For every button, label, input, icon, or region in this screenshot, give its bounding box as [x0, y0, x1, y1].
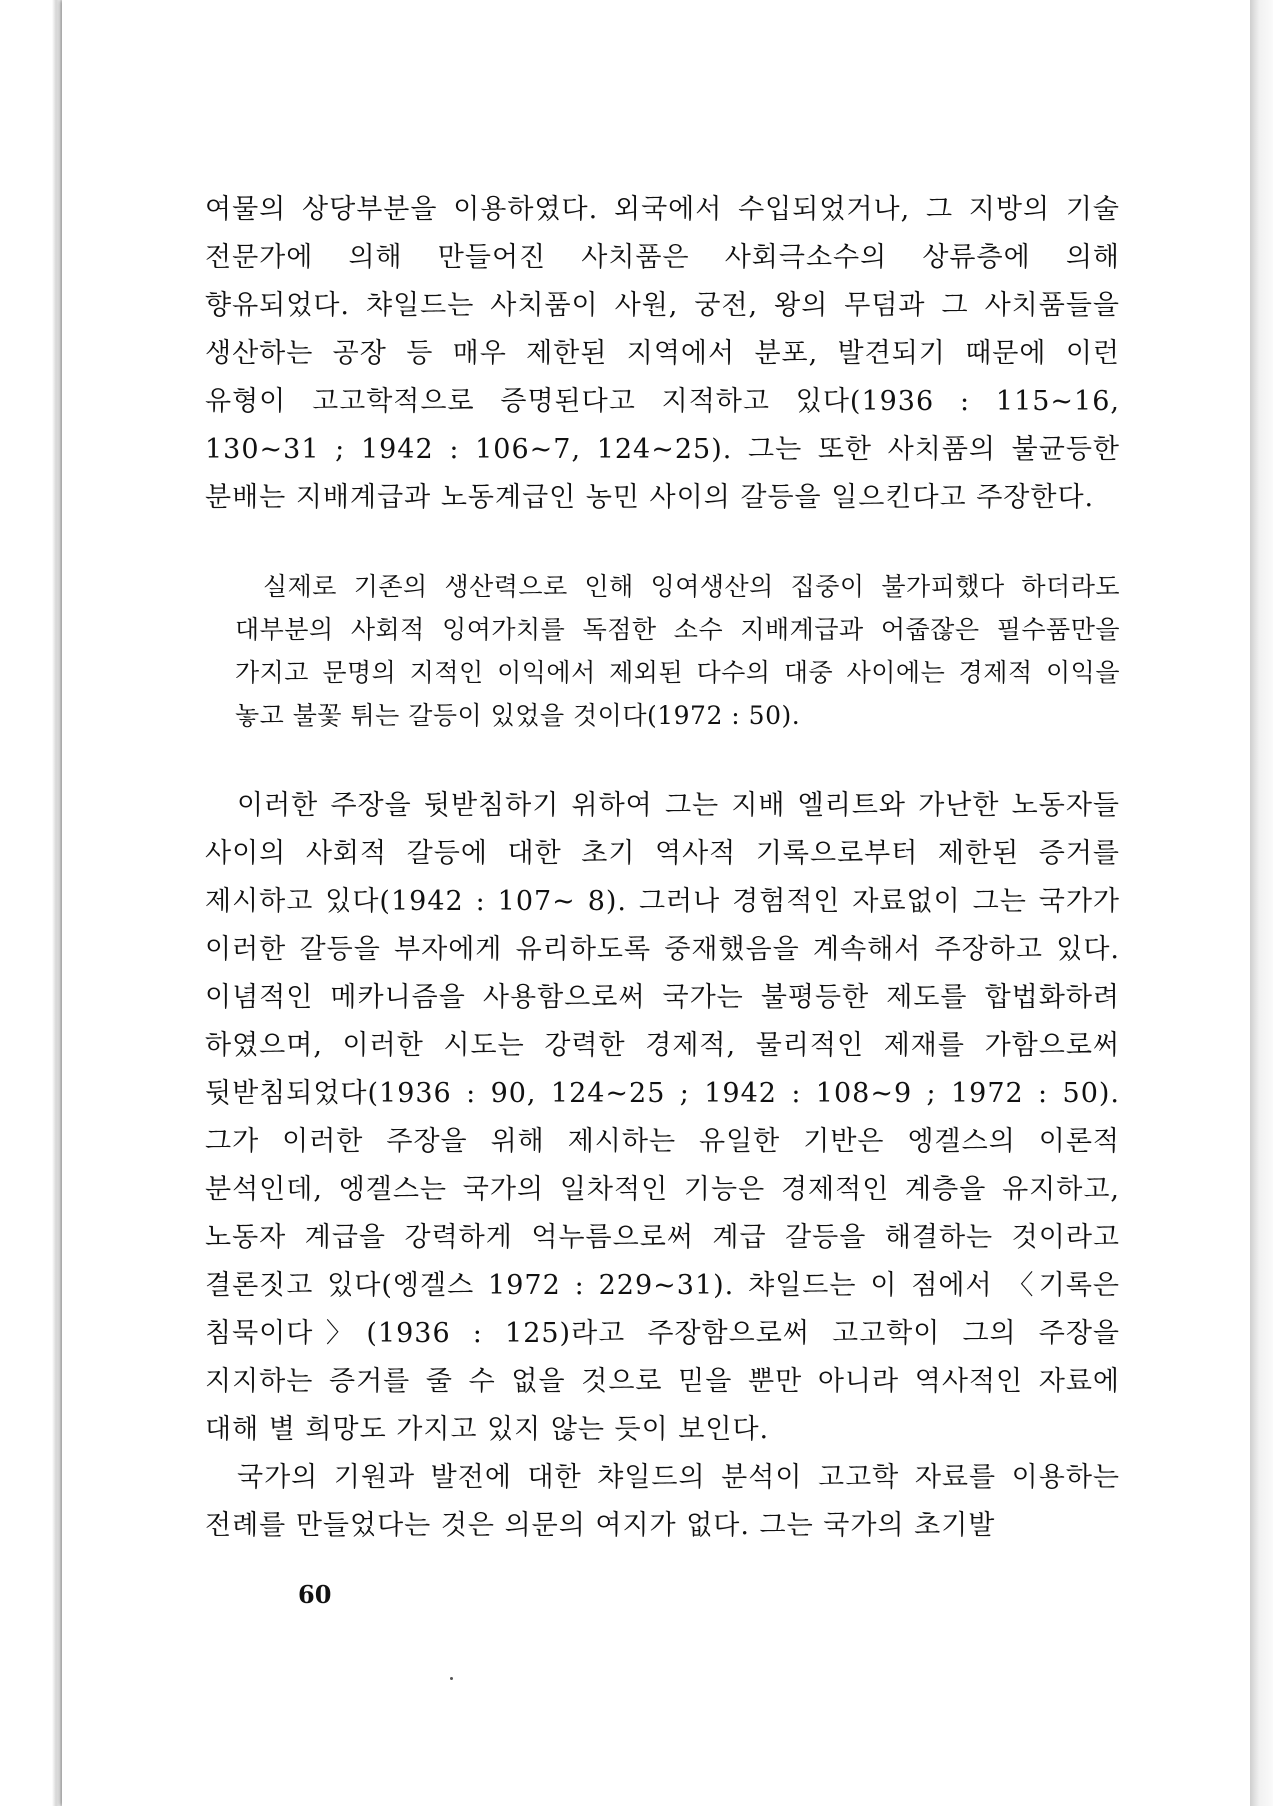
page-edge: [1250, 0, 1273, 1806]
page-number: 60: [298, 1580, 332, 1609]
block-quote: [235, 565, 1120, 737]
body-paragraph-3: 국가의 기원과 발전에 대한 챠일드의 분석이 고고학 자료를 이용하는 전례를 만들었다는 것은 의문의 여지가 없다. 그는 국가의 초기발: [205, 1462, 1120, 1541]
book-spine: [0, 0, 60, 1806]
block-quote-text: 실제로 기존의 생산력으로 인해 잉여생산의 집중이 불가피했다 하더라도 대부분의 사회적 잉여가치를 독점한 소수 지배계급과 어줍잖은 필수품만을 가지고 문명의 지적인 이익에서 제외된 다수의 대중 사이에는 경제적 이익을 놓고 불꽃 튀는 갈등이 있었을 것이다(1972 : 50).: [235, 572, 1120, 730]
body-paragraph-2: 이러한 주장을 뒷받침하기 위하여 그는 지배 엘리트와 가난한 노동자들 사이의 사회적 갈등에 대한 초기 역사적 기록으로부터 제한된 증거를 제시하고 있다(1942 : 107~ 8). 그러나 경험적인 자료없이 그는 국가가 이러한 갈등을 부자에게 유리하도록 중재했음을 계속해서 주장하고 있다. 이념적인 메카니즘을 사용함으로써 국가는 불평등한 제도를 합법화하려 하였으며, 이러한 시도는 강력한 경제적, 물리적인 제재를 가함으로써 뒷받침되었다(1936 : 90, 124~25 ; 1942 : 108~9 ; 1972 : 50). 그가 이러한 주장을 위해 제시하는 유일한 기반은 엥겔스의 이론적 분석인데, 엥겔스는 국가의 일차적인 기능은 경제적인 계층을 유지하고, 노동자 계급을 강력하게 억누름으로써 계급 갈등을 해결하는 것이라고 결론짓고 있다(엥겔스 1972 : 229~31). 챠일드는 이 점에서 〈기록은 침묵이다〉(1936 : 125)라고 주장함으로써 고고학이 그의 주장을 지지하는 증거를 줄 수 없을 것으로 믿을 뿐만 아니라 역사적인 자료에 대해 별 희망도 가지고 있지 않는 듯이 보인다.: [205, 790, 1120, 1445]
body-paragraph-1: 여물의 상당부분을 이용하였다. 외국에서 수입되었거나, 그 지방의 기술 전문가에 의해 만들어진 사치품은 사회극소수의 상류층에 의해 향유되었다. 챠일드는 사치품이 사원, 궁전, 왕의 무덤과 그 사치품들을 생산하는 공장 등 매우 제한된 지역에서 분포, 발견되기 때문에 이런 유형이 고고학적으로 증명된다고 지적하고 있다(1936 : 115~16, 130~31 ; 1942 : 106~7, 124~25). 그는 또한 사치품의 불균등한 분배는 지배계급과 노동계급인 농민 사이의 갈등을 일으킨다고 주장한다.: [205, 194, 1120, 513]
scan-speck: [450, 1677, 453, 1680]
body-paragraph-1-block: [205, 186, 1120, 522]
body-paragraphs-block: [205, 782, 1120, 1550]
